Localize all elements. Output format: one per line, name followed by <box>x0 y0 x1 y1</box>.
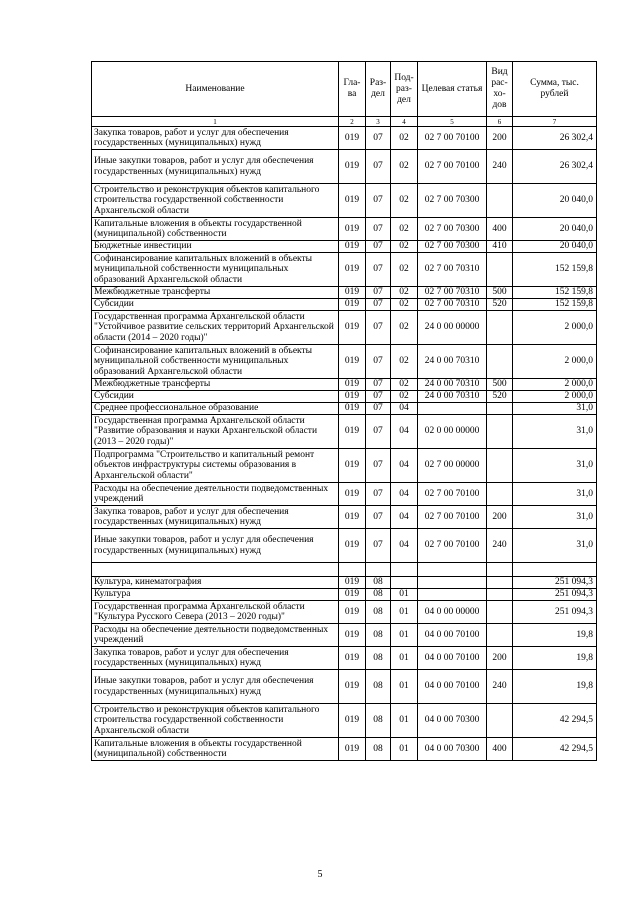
row-summa: 152 159,8 <box>513 299 597 311</box>
row-podrazdel: 04 <box>391 529 418 563</box>
row-statya: 04 0 00 70300 <box>418 704 487 738</box>
row-summa: 20 040,0 <box>513 241 597 253</box>
row-name: Софинансирование капитальных вложений в объекты муниципальной собственности муниципальных образований Архангельской области <box>92 345 339 379</box>
row-podrazdel: 01 <box>391 589 418 601</box>
row-statya: 02 7 00 70100 <box>418 529 487 563</box>
row-glava: 019 <box>339 184 366 218</box>
row-summa: 31,0 <box>513 529 597 563</box>
row-razdel: 07 <box>366 218 391 241</box>
row-statya: 02 7 00 70310 <box>418 287 487 299</box>
row-vid <box>487 184 513 218</box>
row-name: Государственная программа Архангельской области "Устойчивое развитие сельских территорий Архангельской области (2014 – 2020 годы)" <box>92 311 339 345</box>
row-name: Субсидии <box>92 299 339 311</box>
row-vid: 400 <box>487 738 513 761</box>
row-razdel: 07 <box>366 449 391 483</box>
row-razdel: 07 <box>366 415 391 449</box>
row-summa: 19,8 <box>513 670 597 704</box>
row-name: Межбюджетные трансферты <box>92 379 339 391</box>
row-summa: 31,0 <box>513 403 597 415</box>
row-statya: 02 7 00 70300 <box>418 218 487 241</box>
row-razdel: 08 <box>366 670 391 704</box>
row-summa: 31,0 <box>513 449 597 483</box>
table-row <box>92 589 597 601</box>
row-glava: 019 <box>339 670 366 704</box>
row-podrazdel <box>391 563 418 577</box>
row-statya: 04 0 00 70100 <box>418 670 487 704</box>
row-podrazdel: 04 <box>391 506 418 529</box>
row-podrazdel: 02 <box>391 379 418 391</box>
table-row <box>92 184 597 218</box>
document-page <box>91 61 596 761</box>
row-razdel: 08 <box>366 738 391 761</box>
row-vid <box>487 577 513 589</box>
row-statya: 24 0 00 70310 <box>418 345 487 379</box>
row-razdel: 08 <box>366 589 391 601</box>
row-podrazdel: 02 <box>391 150 418 184</box>
row-summa: 152 159,8 <box>513 253 597 287</box>
row-statya <box>418 403 487 415</box>
table-row <box>92 403 597 415</box>
row-statya: 02 0 00 00000 <box>418 415 487 449</box>
row-summa: 251 094,3 <box>513 601 597 624</box>
row-name: Культура, кинематография <box>92 577 339 589</box>
row-razdel: 07 <box>366 483 391 506</box>
row-podrazdel: 02 <box>391 345 418 379</box>
table-row <box>92 415 597 449</box>
row-vid: 500 <box>487 379 513 391</box>
row-razdel: 07 <box>366 287 391 299</box>
row-name <box>92 563 339 577</box>
row-glava: 019 <box>339 287 366 299</box>
row-razdel: 08 <box>366 601 391 624</box>
row-vid: 500 <box>487 287 513 299</box>
row-razdel: 07 <box>366 529 391 563</box>
row-name: Капитальные вложения в объекты государственной (муниципальной) собственности <box>92 218 339 241</box>
row-summa: 2 000,0 <box>513 379 597 391</box>
row-name: Иные закупки товаров, работ и услуг для обеспечения государственных (муниципальных) нужд <box>92 670 339 704</box>
table-row <box>92 506 597 529</box>
row-glava: 019 <box>339 529 366 563</box>
row-statya <box>418 577 487 589</box>
header-podrazdel: Под-раз-дел <box>391 62 418 117</box>
row-vid: 240 <box>487 529 513 563</box>
row-summa: 19,8 <box>513 624 597 647</box>
row-razdel: 07 <box>366 391 391 403</box>
header-glava: Гла-ва <box>339 62 366 117</box>
row-glava: 019 <box>339 253 366 287</box>
row-razdel: 08 <box>366 704 391 738</box>
row-glava: 019 <box>339 577 366 589</box>
row-name: Подпрограмма "Строительство и капитальный ремонт объектов инфраструктуры системы образования в Архангельской области" <box>92 449 339 483</box>
table-row <box>92 704 597 738</box>
row-vid <box>487 563 513 577</box>
row-vid: 200 <box>487 127 513 150</box>
row-glava: 019 <box>339 647 366 670</box>
row-summa: 42 294,5 <box>513 704 597 738</box>
row-name: Расходы на обеспечение деятельности подведомственных учреждений <box>92 483 339 506</box>
table-row <box>92 483 597 506</box>
row-summa: 31,0 <box>513 506 597 529</box>
table-row <box>92 345 597 379</box>
row-podrazdel: 02 <box>391 299 418 311</box>
row-statya <box>418 589 487 601</box>
row-summa: 251 094,3 <box>513 577 597 589</box>
row-statya: 24 0 00 70310 <box>418 391 487 403</box>
row-name: Строительство и реконструкция объектов капитального строительства государственной собственности Архангельской области <box>92 184 339 218</box>
row-glava: 019 <box>339 345 366 379</box>
row-statya: 02 7 00 70100 <box>418 506 487 529</box>
row-podrazdel: 04 <box>391 403 418 415</box>
row-statya: 02 7 00 70100 <box>418 483 487 506</box>
row-summa: 19,8 <box>513 647 597 670</box>
row-podrazdel: 01 <box>391 647 418 670</box>
table-row <box>92 647 597 670</box>
column-number: 7 <box>513 117 597 127</box>
table-row <box>92 449 597 483</box>
row-vid <box>487 403 513 415</box>
table-row <box>92 218 597 241</box>
row-name: Государственная программа Архангельской области "Культура Русского Севера (2013 – 2020 годы)" <box>92 601 339 624</box>
row-razdel: 07 <box>366 345 391 379</box>
row-name: Закупка товаров, работ и услуг для обеспечения государственных (муниципальных) нужд <box>92 647 339 670</box>
row-razdel: 07 <box>366 403 391 415</box>
row-vid <box>487 601 513 624</box>
row-glava: 019 <box>339 624 366 647</box>
row-vid: 400 <box>487 218 513 241</box>
row-name: Бюджетные инвестиции <box>92 241 339 253</box>
row-statya: 02 7 00 00000 <box>418 449 487 483</box>
table-body <box>92 127 597 761</box>
row-podrazdel: 01 <box>391 704 418 738</box>
row-name: Строительство и реконструкция объектов капитального строительства государственной собственности Архангельской области <box>92 704 339 738</box>
row-name: Софинансирование капитальных вложений в объекты муниципальной собственности муниципальных образований Архангельской области <box>92 253 339 287</box>
row-name: Расходы на обеспечение деятельности подведомственных учреждений <box>92 624 339 647</box>
header-vid: Вид рас-хо-дов <box>487 62 513 117</box>
row-vid: 240 <box>487 150 513 184</box>
row-razdel <box>366 563 391 577</box>
row-summa: 2 000,0 <box>513 391 597 403</box>
row-statya: 02 7 00 70310 <box>418 299 487 311</box>
row-vid <box>487 624 513 647</box>
table-row <box>92 563 597 577</box>
row-statya: 02 7 00 70100 <box>418 127 487 150</box>
row-razdel: 07 <box>366 241 391 253</box>
row-summa: 26 302,4 <box>513 127 597 150</box>
table-row <box>92 601 597 624</box>
column-number: 6 <box>487 117 513 127</box>
row-razdel: 07 <box>366 299 391 311</box>
row-podrazdel <box>391 577 418 589</box>
row-vid: 200 <box>487 506 513 529</box>
row-vid <box>487 483 513 506</box>
row-glava: 019 <box>339 311 366 345</box>
budget-table <box>91 61 597 761</box>
row-summa: 26 302,4 <box>513 150 597 184</box>
row-podrazdel: 02 <box>391 287 418 299</box>
row-statya: 04 0 00 70300 <box>418 738 487 761</box>
row-razdel: 07 <box>366 253 391 287</box>
row-podrazdel: 02 <box>391 253 418 287</box>
page-number: 5 <box>317 869 323 880</box>
column-number: 3 <box>366 117 391 127</box>
row-statya: 24 0 00 70310 <box>418 379 487 391</box>
row-glava: 019 <box>339 601 366 624</box>
row-podrazdel: 01 <box>391 624 418 647</box>
row-vid <box>487 345 513 379</box>
column-number: 4 <box>391 117 418 127</box>
table-row <box>92 253 597 287</box>
row-podrazdel: 01 <box>391 738 418 761</box>
row-glava: 019 <box>339 506 366 529</box>
table-row <box>92 670 597 704</box>
row-podrazdel: 02 <box>391 391 418 403</box>
row-vid <box>487 589 513 601</box>
row-glava: 019 <box>339 127 366 150</box>
row-name: Иные закупки товаров, работ и услуг для обеспечения государственных (муниципальных) нужд <box>92 150 339 184</box>
row-summa <box>513 563 597 577</box>
table-row <box>92 150 597 184</box>
row-glava: 019 <box>339 589 366 601</box>
row-statya: 04 0 00 00000 <box>418 601 487 624</box>
row-glava: 019 <box>339 449 366 483</box>
row-podrazdel: 04 <box>391 449 418 483</box>
column-number: 1 <box>92 117 339 127</box>
row-razdel: 08 <box>366 647 391 670</box>
row-vid: 520 <box>487 299 513 311</box>
row-statya: 02 7 00 70310 <box>418 253 487 287</box>
row-glava <box>339 563 366 577</box>
header-name: Наименование <box>92 62 339 117</box>
row-glava: 019 <box>339 483 366 506</box>
table-row <box>92 379 597 391</box>
row-name: Среднее профессиональное образование <box>92 403 339 415</box>
row-statya: 02 7 00 70300 <box>418 184 487 218</box>
row-summa: 42 294,5 <box>513 738 597 761</box>
row-summa: 152 159,8 <box>513 287 597 299</box>
row-podrazdel: 02 <box>391 218 418 241</box>
row-summa: 31,0 <box>513 415 597 449</box>
row-glava: 019 <box>339 379 366 391</box>
row-glava: 019 <box>339 403 366 415</box>
header-razdel: Раз-дел <box>366 62 391 117</box>
column-number: 5 <box>418 117 487 127</box>
table-header-row <box>92 62 597 117</box>
row-glava: 019 <box>339 415 366 449</box>
row-podrazdel: 01 <box>391 601 418 624</box>
row-glava: 019 <box>339 241 366 253</box>
row-name: Государственная программа Архангельской области "Развитие образования и науки Архангельской области (2013 – 2020 годы)" <box>92 415 339 449</box>
row-vid: 240 <box>487 670 513 704</box>
row-statya: 24 0 00 00000 <box>418 311 487 345</box>
row-podrazdel: 01 <box>391 670 418 704</box>
row-podrazdel: 02 <box>391 241 418 253</box>
table-row <box>92 127 597 150</box>
row-podrazdel: 04 <box>391 415 418 449</box>
table-row <box>92 577 597 589</box>
row-glava: 019 <box>339 299 366 311</box>
row-statya: 04 0 00 70100 <box>418 647 487 670</box>
table-row <box>92 624 597 647</box>
row-vid: 200 <box>487 647 513 670</box>
table-row <box>92 299 597 311</box>
row-name: Межбюджетные трансферты <box>92 287 339 299</box>
row-glava: 019 <box>339 738 366 761</box>
row-podrazdel: 04 <box>391 483 418 506</box>
row-statya: 02 7 00 70300 <box>418 241 487 253</box>
row-podrazdel: 02 <box>391 127 418 150</box>
row-statya: 04 0 00 70100 <box>418 624 487 647</box>
row-statya: 02 7 00 70100 <box>418 150 487 184</box>
row-name: Капитальные вложения в объекты государственной (муниципальной) собственности <box>92 738 339 761</box>
row-vid <box>487 311 513 345</box>
table-row <box>92 391 597 403</box>
row-summa: 251 094,3 <box>513 589 597 601</box>
row-vid: 520 <box>487 391 513 403</box>
row-vid <box>487 704 513 738</box>
row-vid <box>487 415 513 449</box>
row-name: Культура <box>92 589 339 601</box>
row-summa: 20 040,0 <box>513 218 597 241</box>
row-razdel: 07 <box>366 506 391 529</box>
row-vid: 410 <box>487 241 513 253</box>
row-glava: 019 <box>339 704 366 738</box>
row-summa: 31,0 <box>513 483 597 506</box>
row-razdel: 07 <box>366 311 391 345</box>
row-summa: 2 000,0 <box>513 311 597 345</box>
header-statya: Целевая статья <box>418 62 487 117</box>
row-razdel: 08 <box>366 577 391 589</box>
row-glava: 019 <box>339 150 366 184</box>
column-number-row <box>92 117 597 127</box>
row-summa: 20 040,0 <box>513 184 597 218</box>
row-summa: 2 000,0 <box>513 345 597 379</box>
row-razdel: 07 <box>366 379 391 391</box>
row-vid <box>487 449 513 483</box>
row-statya <box>418 563 487 577</box>
row-name: Закупка товаров, работ и услуг для обеспечения государственных (муниципальных) нужд <box>92 506 339 529</box>
column-number: 2 <box>339 117 366 127</box>
header-summa: Сумма, тыс. рублей <box>513 62 597 117</box>
row-name: Иные закупки товаров, работ и услуг для обеспечения государственных (муниципальных) нужд <box>92 529 339 563</box>
row-glava: 019 <box>339 391 366 403</box>
table-row <box>92 241 597 253</box>
table-row <box>92 311 597 345</box>
table-row <box>92 529 597 563</box>
row-razdel: 07 <box>366 150 391 184</box>
row-razdel: 08 <box>366 624 391 647</box>
table-row <box>92 287 597 299</box>
row-podrazdel: 02 <box>391 184 418 218</box>
row-name: Закупка товаров, работ и услуг для обеспечения государственных (муниципальных) нужд <box>92 127 339 150</box>
row-glava: 019 <box>339 218 366 241</box>
row-podrazdel: 02 <box>391 311 418 345</box>
row-vid <box>487 253 513 287</box>
table-row <box>92 738 597 761</box>
row-razdel: 07 <box>366 184 391 218</box>
row-razdel: 07 <box>366 127 391 150</box>
row-name: Субсидии <box>92 391 339 403</box>
